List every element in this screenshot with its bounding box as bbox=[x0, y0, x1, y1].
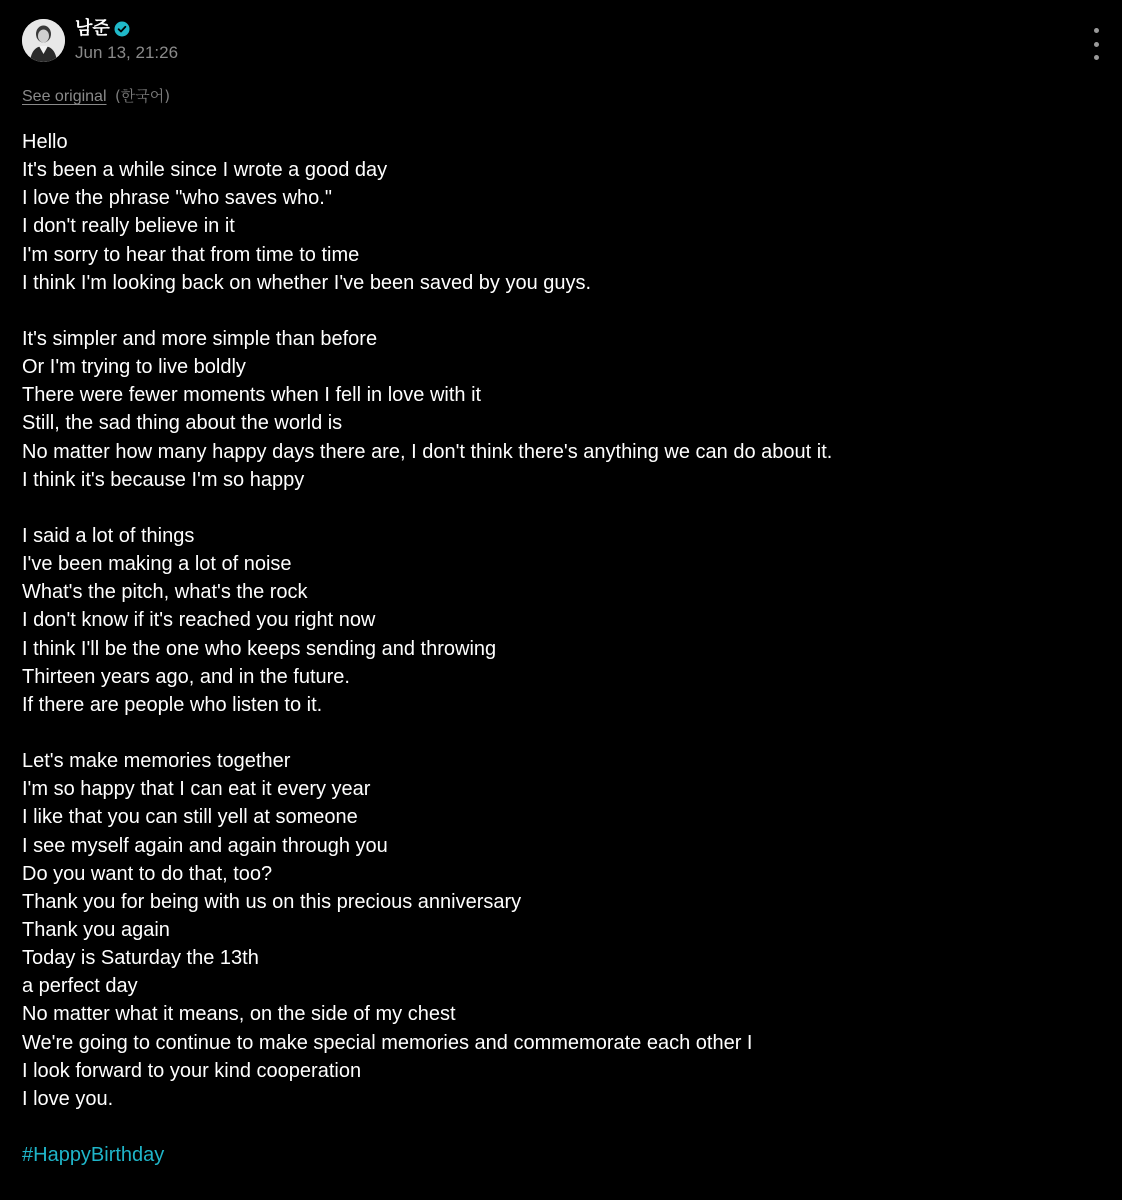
post-text-line: Let's make memories together bbox=[22, 750, 291, 773]
see-original-link[interactable]: See original bbox=[22, 88, 107, 105]
post-text-line: Thank you for being with us on this precious anniversary bbox=[22, 890, 522, 913]
post-text-line: Hello bbox=[22, 131, 68, 153]
paragraph-break bbox=[22, 719, 1082, 747]
post-text-line: I've been making a lot of noise bbox=[22, 553, 292, 576]
post-text-line: Thank you again bbox=[22, 918, 170, 941]
post-text-line: I'm so happy that I can eat it every year bbox=[22, 778, 371, 801]
post-text-line: I think I'm looking back on whether I've been saved by you guys. bbox=[22, 271, 592, 294]
post-text-line: I think it's because I'm so happy bbox=[22, 468, 305, 491]
original-language-label: (한국어) bbox=[114, 87, 171, 105]
more-options-button[interactable] bbox=[1084, 28, 1108, 60]
verified-badge-icon bbox=[114, 21, 130, 37]
post-text-line: I think I'll be the one who keeps sending and throwing bbox=[22, 637, 497, 660]
post-text-line: I don't really believe in it bbox=[22, 215, 235, 238]
post-text-line: It's been a while since I wrote a good day bbox=[22, 159, 388, 182]
paragraph-break bbox=[22, 1113, 1082, 1141]
post-text-line: I don't know if it's reached you right now bbox=[22, 609, 376, 632]
post-text-line: If there are people who listen to it. bbox=[22, 693, 323, 716]
post-text-line: No matter how many happy days there are, I don't think there's anything we can do about it. bbox=[22, 440, 833, 463]
post-header bbox=[22, 17, 178, 63]
post-text-line: I look forward to your kind cooperation bbox=[22, 1059, 362, 1082]
post-text-line: I love you. bbox=[22, 1087, 114, 1110]
hashtag-link[interactable]: #HappyBirthday bbox=[22, 1144, 165, 1167]
post-text-line: I see myself again and again through you bbox=[22, 834, 388, 857]
post-text-line: Or I'm trying to live boldly bbox=[22, 356, 246, 379]
post-text-line: There were fewer moments when I fell in love with it bbox=[22, 384, 482, 407]
post-body bbox=[22, 128, 1082, 1169]
vertical-ellipsis-icon-dot bbox=[1094, 55, 1099, 60]
vertical-ellipsis-icon bbox=[1094, 28, 1099, 33]
post-text-line: I love the phrase "who saves who." bbox=[22, 187, 332, 210]
post-text-line: Still, the sad thing about the world is bbox=[22, 412, 343, 435]
translation-notice bbox=[22, 85, 170, 108]
author-block bbox=[75, 17, 178, 64]
vertical-ellipsis-icon-dot bbox=[1094, 42, 1099, 47]
post-text-line: I'm sorry to hear that from time to time bbox=[22, 243, 360, 266]
post-text-line: Thirteen years ago, and in the future. bbox=[22, 665, 350, 688]
post-text-line: I said a lot of things bbox=[22, 524, 195, 547]
post-text-line: I like that you can still yell at someone bbox=[22, 806, 358, 829]
post-text bbox=[22, 128, 1082, 1141]
post-text-line: What's the pitch, what's the rock bbox=[22, 581, 308, 604]
post-timestamp: Jun 13, 21:26 bbox=[75, 42, 179, 62]
post-text-line: Today is Saturday the 13th bbox=[22, 947, 259, 970]
paragraph-break bbox=[22, 297, 1082, 325]
post-text-line: a perfect day bbox=[22, 975, 138, 998]
post-text-line: Do you want to do that, too? bbox=[22, 862, 273, 885]
profile-photo-icon bbox=[22, 19, 65, 62]
post-text-line: We're going to continue to make special memories and commemorate each other I bbox=[22, 1031, 753, 1054]
paragraph-break bbox=[22, 494, 1082, 522]
post-text-line: No matter what it means, on the side of my chest bbox=[22, 1003, 456, 1026]
avatar[interactable] bbox=[22, 19, 65, 62]
author-name[interactable]: 남준 bbox=[75, 17, 110, 39]
author-row bbox=[75, 17, 178, 41]
post-text-line: It's simpler and more simple than before bbox=[22, 327, 378, 350]
